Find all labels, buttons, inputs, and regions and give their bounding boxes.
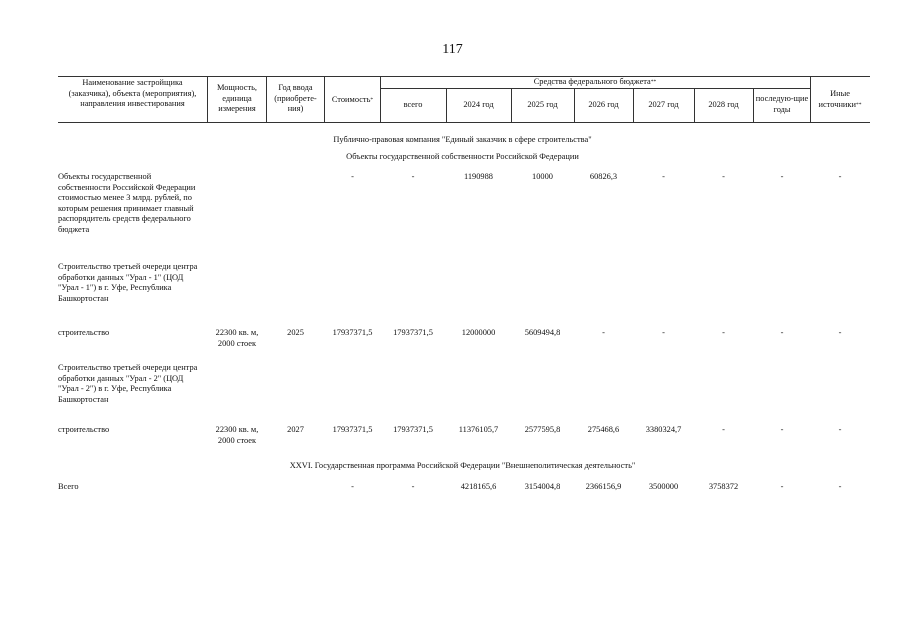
- header-2026: 2026 год: [588, 100, 619, 109]
- federal-group-underline: [380, 88, 810, 89]
- section-company: Публично-правовая компания "Единый заказчик в сфере строительства": [333, 135, 592, 144]
- row-objects-cost: -: [351, 172, 354, 181]
- row-ural1-2027: -: [662, 328, 665, 337]
- header-cost: [326, 95, 379, 106]
- header-other-sup: **: [855, 101, 862, 108]
- row-total-2028: 3758372: [708, 482, 739, 491]
- row-objects-2026: 60826,3: [589, 172, 618, 181]
- header-cost-sup: *: [370, 97, 374, 103]
- row-ural1-total: 17937371,5: [393, 328, 433, 337]
- row-total-cost: -: [351, 482, 354, 491]
- row-total-other: -: [838, 482, 842, 491]
- row-ural1-title: Строительство третьей очереди центра обработки данных "Урал - 1" (ЦОД "Урал - 1") в г. Уфе, Республика Башкортостан: [58, 262, 198, 303]
- header-cost-text: Стоимость: [331, 95, 371, 104]
- header-federal-group: [380, 77, 810, 88]
- row-ural2-cost: 17937371,5: [332, 425, 373, 434]
- header-total: всего: [403, 100, 423, 109]
- col-divider: [266, 76, 267, 122]
- row-ural2-2028: -: [722, 425, 725, 434]
- row-ural1-2026: -: [602, 328, 605, 337]
- row-ural1-later: -: [780, 328, 784, 337]
- row-objects-2028: -: [722, 172, 725, 181]
- header-federal-group-sup: **: [650, 79, 657, 85]
- row-total-2024: 4218165,6: [460, 482, 497, 491]
- col-divider: [753, 88, 754, 122]
- row-objects-2027: -: [662, 172, 665, 181]
- section-program: XXVI. Государственная программа Российской Федерации "Внешнеполитическая деятельность": [289, 461, 636, 470]
- row-total-later: -: [780, 482, 784, 491]
- row-objects-2025: 10000: [532, 172, 553, 181]
- row-ural1-capacity: 22300 кв. м, 2000 стоек: [215, 328, 259, 348]
- row-total-2025: 3154004,8: [524, 482, 561, 491]
- row-ural2-2025: 2577595,8: [524, 425, 561, 434]
- header-2025: 2025 год: [527, 100, 558, 109]
- header-other-text: Иные источники: [818, 89, 856, 109]
- row-ural2-2024: 11376105,7: [458, 425, 499, 434]
- row-ural1-year: 2025: [287, 328, 304, 337]
- row-ural1-2024: 12000000: [461, 328, 496, 337]
- row-ural2-later: -: [780, 425, 784, 434]
- col-divider: [324, 76, 325, 122]
- row-ural1-2025: 5609494,8: [524, 328, 561, 337]
- row-ural2-2026: 275468,6: [587, 425, 620, 434]
- header-federal-group-text: Средства федерального бюджета: [533, 77, 651, 86]
- row-ural1-name: строительство: [58, 328, 110, 337]
- row-ural2-other: -: [838, 425, 842, 434]
- row-ural2-total: 17937371,5: [393, 425, 433, 434]
- section-state-property: Объекты государственной собственности Российской Федерации: [346, 152, 579, 161]
- row-ural1-2028: -: [722, 328, 725, 337]
- row-ural1-other: -: [838, 328, 842, 337]
- header-2024: 2024 год: [463, 100, 494, 109]
- row-ural2-title: Строительство третьей очереди центра обработки данных "Урал - 2" (ЦОД "Урал - 2") в г. Уфе, Республика Башкортостан: [58, 363, 198, 404]
- header-capacity: Мощность, единица измерения: [216, 83, 258, 114]
- header-bottom-border: [58, 122, 870, 123]
- row-total-name: Всего: [58, 482, 79, 491]
- row-ural2-year: 2027: [287, 425, 304, 434]
- row-ural2-capacity: 22300 кв. м, 2000 стоек: [215, 425, 259, 445]
- page-number: 117: [442, 42, 463, 57]
- row-ural1-cost: 17937371,5: [332, 328, 373, 337]
- header-2027: 2027 год: [648, 100, 679, 109]
- row-objects-later: -: [780, 172, 784, 181]
- header-year: Год ввода (приобрете-ния): [274, 83, 317, 114]
- header-later: последую-щие годы: [755, 94, 809, 114]
- row-objects-name: Объекты государственной собственности Российской Федерации стоимостью менее 3 млрд. рублей, по которым решения принимает главный распорядитель средств федерального бюджета: [58, 172, 196, 234]
- row-ural2-name: строительство: [58, 425, 110, 434]
- header-name: Наименование застройщика (заказчика), объекта (мероприятия), направления инвестирования: [68, 78, 197, 109]
- row-objects-total: -: [411, 172, 415, 181]
- header-other: [811, 89, 869, 110]
- header-2028: 2028 год: [708, 100, 739, 109]
- row-total-total: -: [411, 482, 415, 491]
- row-objects-2024: 1190988: [463, 172, 493, 181]
- row-total-2027: 3500000: [648, 482, 679, 491]
- col-divider: [207, 76, 208, 122]
- row-total-2026: 2366156,9: [585, 482, 622, 491]
- row-ural2-2027: 3380324,7: [645, 425, 682, 434]
- row-objects-other: -: [838, 172, 842, 181]
